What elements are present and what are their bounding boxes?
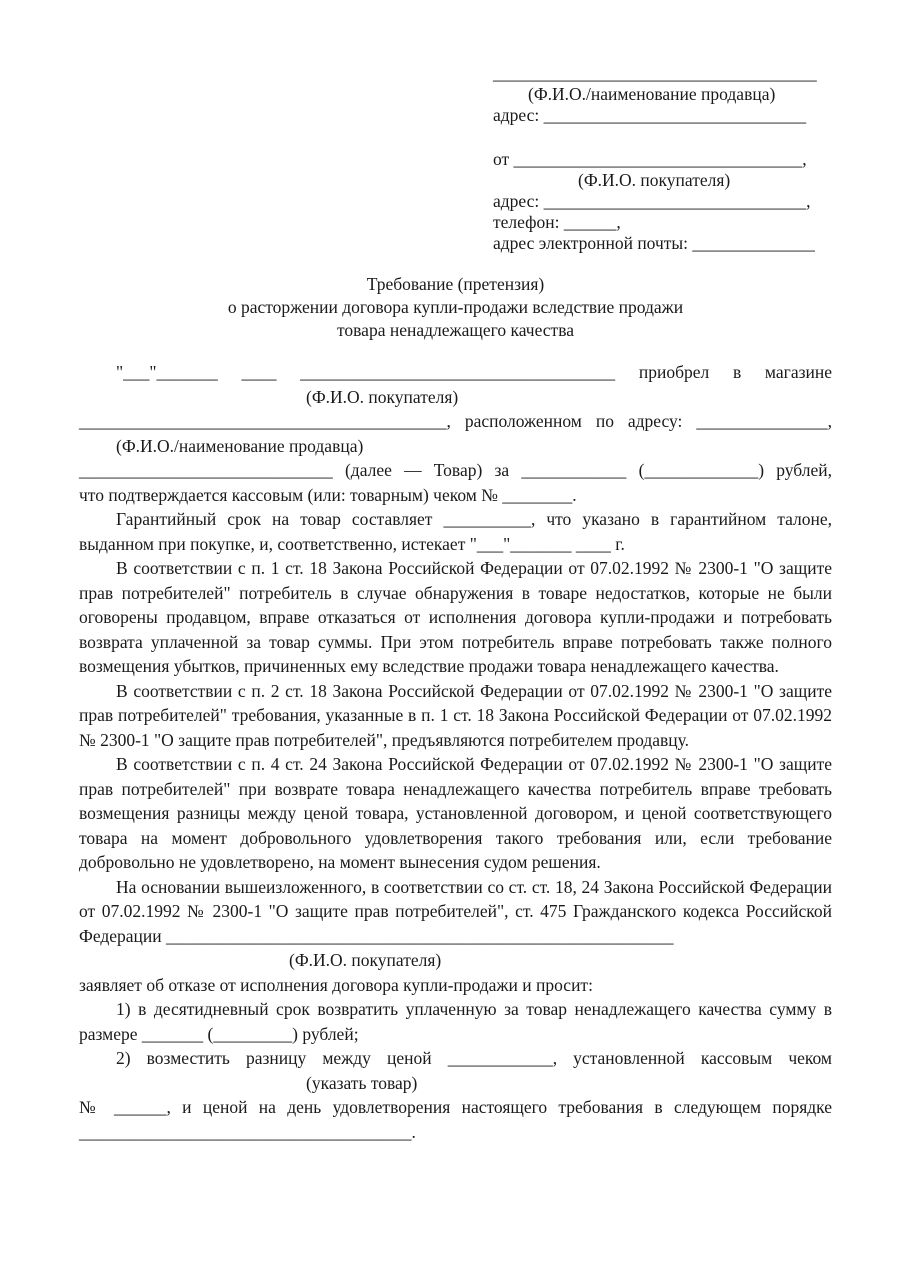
phone-field: телефон: ______, xyxy=(493,212,621,232)
buyer-name-caption: (Ф.И.О. покупателя) xyxy=(578,170,731,190)
conclusion-paragraph: На основании вышеизложенного, в соответствии со ст. ст. 18, 24 Закона Российской Федерации от 07.02.1992 № 2300-1 "О защите прав потребителей", ст. 475 Гражданского кодекса Российской Федерации __________________________________________________________ xyxy=(79,876,832,946)
email-field: адрес электронной почты: ______________ xyxy=(493,233,815,253)
seller-name-field: _____________________________________ xyxy=(493,63,817,83)
header-block xyxy=(493,63,843,254)
seller-address-field: адрес: ______________________________ xyxy=(493,105,807,125)
title-line-2: о расторжении договора купли-продажи вследствие продажи xyxy=(227,297,684,317)
warranty-paragraph: Гарантийный срок на товар составляет __________, что указано в гарантийном талоне, выданном при покупке, и, соответственно, истекает "___"_______ ____ г. xyxy=(79,509,832,554)
declaration-line: заявляет об отказе от исполнения договора купли-продажи и просит: xyxy=(79,974,593,995)
header-spacer xyxy=(493,126,843,149)
demand-2-continuation-line: № ______, и ценой на день удовлетворения настоящего требования в следующем порядке xyxy=(79,1097,832,1117)
document-title xyxy=(79,273,832,342)
buyer-fio-caption-2: (Ф.И.О. покупателя) xyxy=(289,950,442,970)
law-p2-st18-paragraph: В соответствии с п. 2 ст. 18 Закона Российской Федерации от 07.02.1992 № 2300-1 "О защите прав потребителей" требования, указанные в п. 1 ст. 18 Закона Российской Федерации от 07.02.1992 № 2300-1 "О защите прав потребителей", предъявляются потребителем продавцу. xyxy=(79,680,832,750)
title-line-1: Требование (претензия) xyxy=(366,274,545,294)
seller-fio-caption: (Ф.И.О./наименование продавца) xyxy=(116,435,364,456)
final-blank-line: ______________________________________. xyxy=(79,1121,416,1142)
buyer-address-field: адрес: ______________________________, xyxy=(493,191,811,211)
buyer-name-field: от _________________________________, xyxy=(493,149,807,169)
seller-name-caption: (Ф.И.О./наименование продавца) xyxy=(528,84,776,104)
law-p4-st24-paragraph: В соответствии с п. 4 ст. 24 Закона Российской Федерации от 07.02.1992 № 2300-1 "О защите прав потребителей" при возврате товара ненадлежащего качества потребитель вправе требовать возмещения разницы между ценой товара, установленной договором, и ценой соответствующего товара на момент добровольного удовлетворения такого требования или, если требование добровольно не удовлетворено, на момент вынесения судом решения. xyxy=(79,754,832,872)
demand-1-paragraph: 1) в десятидневный срок возвратить уплаченную за товар ненадлежащего качества сумму в размере _______ (_________) рублей; xyxy=(79,999,832,1044)
title-line-3: товара ненадлежащего качества xyxy=(336,320,575,340)
receipt-line: что подтверждается кассовым (или: товарным) чеком № ________. xyxy=(79,484,577,505)
buyer-fio-caption: (Ф.И.О. покупателя) xyxy=(306,386,459,407)
seller-name-line: __________________________________________, расположенном по адресу: _______________, xyxy=(79,411,832,431)
law-p1-st18-paragraph: В соответствии с п. 1 ст. 18 Закона Российской Федерации от 07.02.1992 № 2300-1 "О защите прав потребителей" потребитель в случае обнаружения в товаре недостатков, которые не были оговорены продавцом, вправе отказаться от исполнения договора купли-продажи и потребовать возврата уплаченной за товар суммы. При этом потребитель вправе потребовать также полного возмещения убытков, причиненных ему вследствие продажи товара ненадлежащего качества. xyxy=(79,558,832,676)
document-body xyxy=(79,360,832,1144)
goods-name-caption: (указать товар) xyxy=(306,1072,418,1093)
demand-2-line: 2) возместить разницу между ценой ____________, установленной кассовым чеком xyxy=(116,1048,832,1068)
purchase-date-line: "___"_______ ____ ____________________________________ приобрел в магазине xyxy=(116,362,832,382)
goods-price-line: _____________________________ (далее — Товар) за ____________ (_____________) рублей, xyxy=(79,460,832,480)
